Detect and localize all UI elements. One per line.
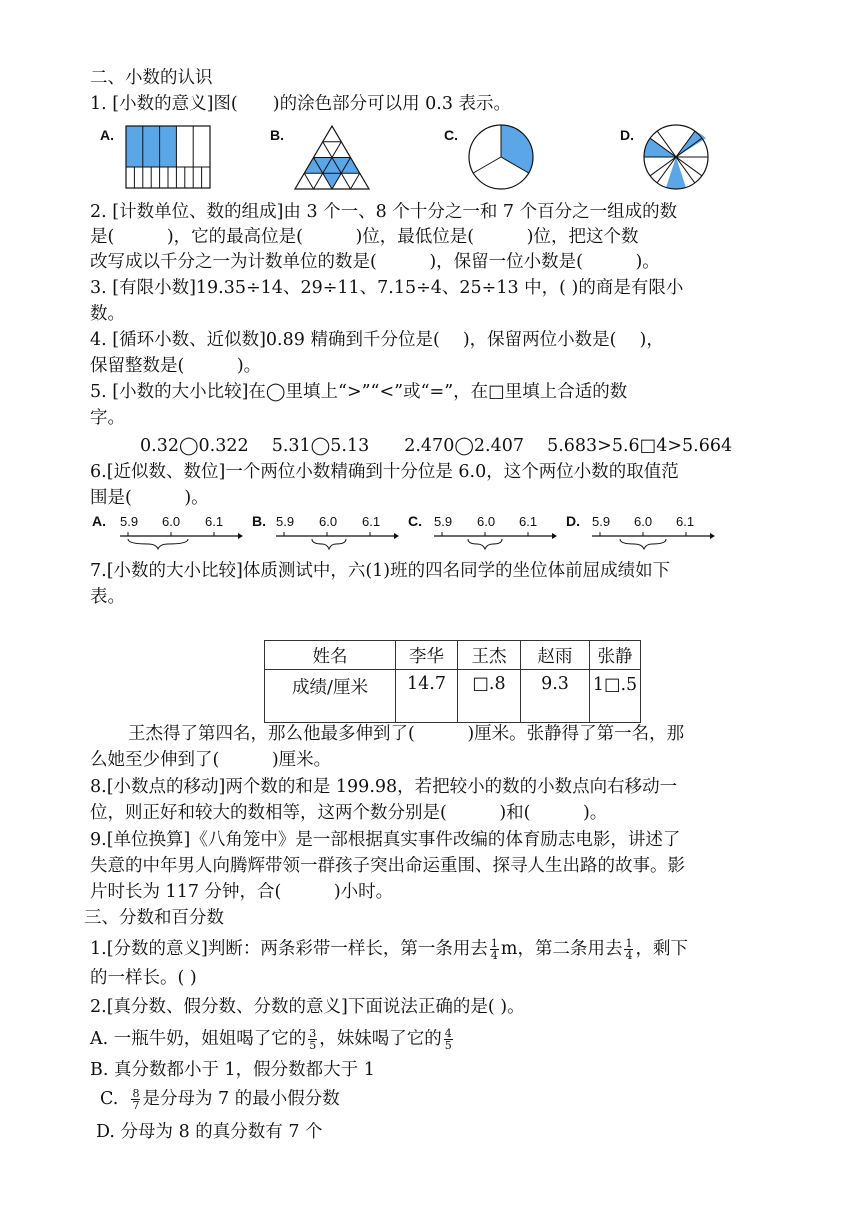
table-header-row [265, 641, 641, 670]
question-9-line-1: 9.[单位换算]《八角笼中》是一部根据真实事件改编的体育励志电影，讲述了 [90, 830, 681, 850]
nl-option-a-label: A. [92, 513, 106, 529]
s3-option-b: B. 真分数都小于 1，假分数都大于 1 [90, 1060, 375, 1080]
option-b-label: B. [270, 127, 284, 143]
nl-b-line [274, 530, 399, 554]
circle-figure-d [642, 123, 710, 191]
table-cell: 9.3 [521, 670, 590, 723]
fraction-denominator: 4 [625, 949, 633, 962]
question-6-line-2: 围是( )。 [90, 488, 209, 508]
table-row [265, 670, 641, 723]
question-2-line-1: 2. [计数单位、数的组成]由 3 个一、8 个十分之一和 7 个百分之一组成的数 [90, 202, 678, 222]
question-3-line-1: 3. [有限小数]19.35÷14、29÷11、7.15÷4、25÷13 中，( )的商是有限小 [90, 278, 684, 298]
question-5-line-1: 5. [小数的大小比较]在◯里填上“>”“<”或“=”，在□里填上合适的数 [90, 382, 628, 402]
fraction-denominator: 4 [490, 949, 498, 962]
question-1: 1. [小数的意义]图( )的涂色部分可以用 0.3 表示。 [90, 94, 512, 114]
table-header-cell: 李华 [396, 641, 458, 670]
table-header-cell: 赵雨 [521, 641, 590, 670]
s3-option-a-text-2: ，妹妹喝了它的 [319, 1029, 442, 1049]
s3-question-1-line-1 [90, 934, 688, 964]
question-2-line-3: 改写成以千分之一为计数单位的数是( )，保留一位小数是( )。 [90, 252, 660, 272]
question-9-line-3: 片时长为 117 分钟，合( )小时。 [90, 882, 394, 902]
fraction-numerator: 3 [309, 1027, 317, 1040]
question-7-line-4: 么她至少伸到了( )厘米。 [90, 750, 332, 770]
nl-d-line [590, 530, 715, 554]
nl-c-tick-5-9: 5.9 [434, 514, 453, 529]
fraction-one-quarter [624, 938, 633, 961]
s3-option-a [90, 1024, 455, 1054]
fraction-denominator: 7 [132, 1099, 140, 1112]
option-d-label: D. [620, 127, 634, 143]
s3-question-1-line-2: 的一样长。( ) [90, 968, 197, 988]
number-line-options [92, 512, 842, 556]
table-header-cell: 姓名 [265, 641, 396, 670]
s3-q1-text-b: m，第二条用去 [500, 939, 623, 959]
question-4-line-2: 保留整数是( )。 [90, 356, 262, 376]
question-9-line-2: 失意的中年男人向腾辉带领一群孩子突出命运重围、探寻人生出路的故事。影 [90, 856, 685, 876]
nl-c-tick-6-0: 6.0 [477, 514, 496, 529]
fraction-denominator: 5 [309, 1039, 317, 1052]
nl-d-tick-6-0: 6.0 [634, 514, 653, 529]
nl-a-line [118, 530, 243, 554]
fraction-numerator: 4 [444, 1027, 452, 1040]
question-3-line-2: 数。 [90, 304, 125, 324]
fraction-four-fifths [444, 1028, 453, 1051]
fraction-three-fifths [308, 1028, 317, 1051]
table-header-cell: 王杰 [458, 641, 521, 670]
table-row-label: 成绩/厘米 [265, 670, 396, 723]
question-8-line-2: 位，则正好和较大的数相等，这两个数分别是( )和( )。 [90, 803, 608, 823]
nl-a-tick-6-0: 6.0 [162, 514, 181, 529]
nl-c-line [432, 530, 557, 554]
s3-option-a-text: A. 一瓶牛奶，姐姐喝了它的 [90, 1029, 307, 1049]
option-a-label: A. [100, 127, 114, 143]
question-5-items: 0.32◯0.322 5.31◯5.13 2.470◯2.407 5.683>5.6□4>5.664 [140, 436, 733, 456]
triangle-figure-b [292, 125, 372, 191]
nl-a-tick-5-9: 5.9 [120, 514, 139, 529]
nl-c-tick-6-1: 6.1 [519, 514, 538, 529]
s3-q1-text-a: 1.[分数的意义]判断：两条彩带一样长，第一条用去 [90, 939, 488, 959]
fraction-numerator: 1 [490, 937, 498, 950]
question-7-line-2: 表。 [90, 587, 125, 607]
option-c-label: C. [444, 127, 458, 143]
nl-d-tick-6-1: 6.1 [676, 514, 695, 529]
s3-option-c-label: C. [100, 1089, 119, 1109]
table-cell: □.8 [458, 670, 521, 723]
fraction-one-quarter [490, 938, 499, 961]
nl-b-tick-5-9: 5.9 [276, 514, 295, 529]
nl-a-tick-6-1: 6.1 [205, 514, 224, 529]
s3-option-c-text: 是分母为 7 的最小假分数 [142, 1089, 340, 1109]
table-cell: 1□.5 [590, 670, 641, 723]
nl-b-tick-6-0: 6.0 [319, 514, 338, 529]
question-4-line-1: 4. [循环小数、近似数]0.89 精确到千分位是( )，保留两位小数是( )， [90, 330, 664, 350]
section-title-decimals: 二、小数的认识 [90, 68, 213, 88]
fraction-eight-sevenths [131, 1088, 140, 1111]
section-title-fractions: 三、分数和百分数 [84, 908, 224, 928]
s3-option-c [100, 1084, 340, 1114]
s3-option-d: D. 分母为 8 的真分数有 7 个 [96, 1122, 323, 1142]
score-table [264, 640, 641, 723]
nl-d-tick-5-9: 5.9 [592, 514, 611, 529]
question-5-line-2: 字。 [90, 408, 125, 428]
fraction-numerator: 8 [132, 1087, 140, 1100]
s3-q1-text-c: ，剩下 [635, 939, 688, 959]
fraction-numerator: 1 [625, 937, 633, 950]
nl-option-c-label: C. [408, 513, 422, 529]
table-cell: 14.7 [396, 670, 458, 723]
question-7-line-1: 7.[小数的大小比较]体质测试中，六(1)班的四名同学的坐位体前屈成绩如下 [90, 561, 671, 581]
circle-figure-c [467, 123, 535, 191]
grid-figure-a [125, 125, 211, 189]
question-7-line-3: 王杰得了第四名，那么他最多伸到了( )厘米。张静得了第一名，那 [128, 724, 685, 744]
nl-option-d-label: D. [566, 513, 580, 529]
fraction-denominator: 5 [444, 1039, 452, 1052]
nl-option-b-label: B. [252, 513, 266, 529]
s3-question-2: 2.[真分数、假分数、分数的意义]下面说法正确的是( )。 [90, 997, 525, 1017]
question-6-line-1: 6.[近似数、数位]一个两位小数精确到十分位是 6.0，这个两位小数的取值范 [90, 462, 679, 482]
question-2-line-2: 是( )，它的最高位是( )位，最低位是( )位，把这个数 [90, 227, 639, 247]
table-header-cell: 张静 [590, 641, 641, 670]
question-8-line-1: 8.[小数点的移动]两个数的和是 199.98，若把较小的数的小数点向右移动一 [90, 777, 678, 797]
nl-b-tick-6-1: 6.1 [362, 514, 381, 529]
